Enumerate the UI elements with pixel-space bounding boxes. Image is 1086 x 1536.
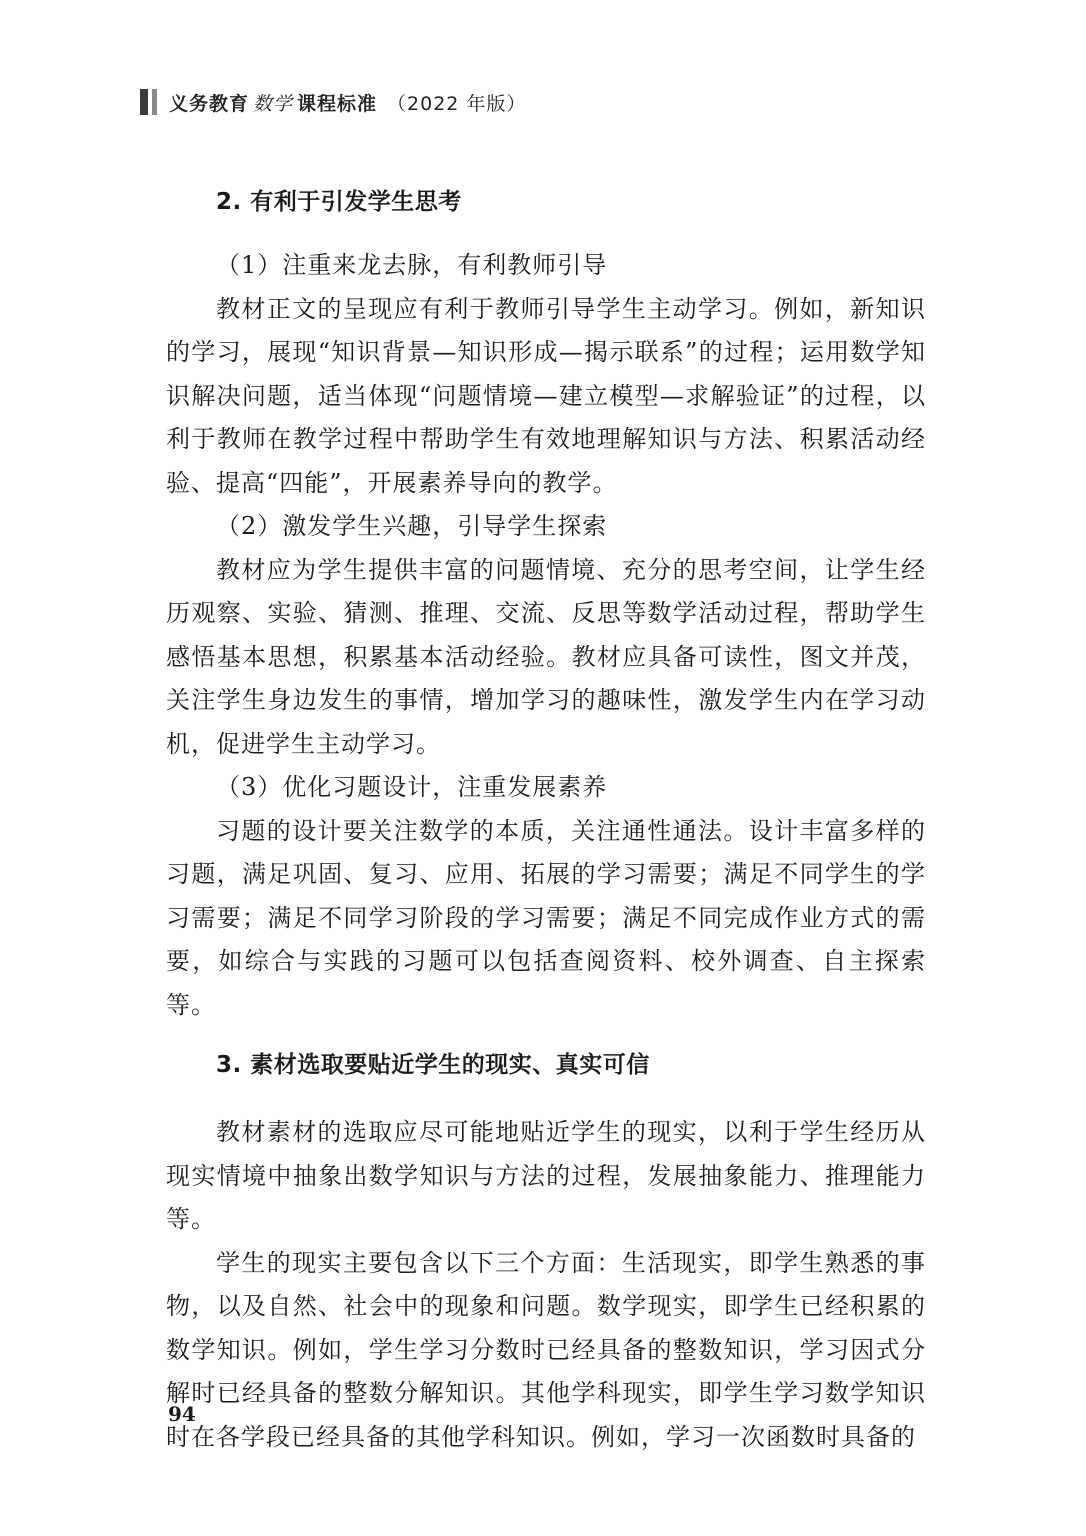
- section-heading-2: 2. 有利于引发学生思考: [216, 189, 462, 215]
- book-title-part1: 义务教育: [169, 92, 250, 115]
- header-mark-light: [152, 89, 157, 115]
- header-bar-marks: [140, 89, 157, 115]
- book-edition: （2022 年版）: [387, 92, 527, 115]
- paragraph-2-2: 教材应为学生提供丰富的问题情境、充分的思考空间，让学生经历观察、实验、猜测、推理、交流、反思等数学活动过程，帮助学生感悟基本思想，积累基本活动经验。教材应具备可读性，图文并茂，关注学生身边发生的事情，增加学习的趣味性，激发学生内在学习动机，促进学生主动学习。: [166, 555, 926, 758]
- paragraph-2-3: 习题的设计要关注数学的本质，关注通性通法。设计丰富多样的习题，满足巩固、复习、应用、拓展的学习需要；满足不同学生的学习需要；满足不同学习阶段的学习需要；满足不同完成作业方式的需要，如综合与实践的习题可以包括查阅资料、校外调查、自主探索等。: [166, 816, 926, 1019]
- running-header: [140, 88, 526, 116]
- paragraph-3-1: 教材素材的选取应尽可能地贴近学生的现实，以利于学生经历从现实情境中抽象出数学知识与方法的过程，发展抽象能力、推理能力等。: [166, 1118, 926, 1233]
- book-title-part2: 课程标准: [297, 92, 378, 115]
- section-heading-3: 3. 素材选取要贴近学生的现实、真实可信: [216, 1052, 650, 1078]
- header-mark-dark: [140, 89, 148, 115]
- paragraph-3-2: 学生的现实主要包含以下三个方面：生活现实，即学生熟悉的事物，以及自然、社会中的现象和问题。数学现实，即学生已经积累的数学知识。例如，学生学习分数时已经具备的整数知识，学习因式分解时已经具备的整数分解知识。其他学科现实，即学生学习数学知识时在各学段已经具备的其他学科知识。例如，学习一次函数时具备的: [166, 1248, 926, 1451]
- book-title: [169, 89, 526, 116]
- subheading-2-3: （3）优化习题设计，注重发展素养: [216, 773, 608, 801]
- page-body: [166, 180, 926, 1459]
- subheading-2-2: （2）激发学生兴趣，引导学生探索: [216, 512, 608, 540]
- subheading-2-1: （1）注重来龙去脉，有利教师引导: [216, 251, 608, 279]
- paragraph-2-1: 教材正文的呈现应有利于教师引导学生主动学习。例如，新知识的学习，展现“知识背景—知识形成—揭示联系”的过程；运用数学知识解决问题，适当体现“问题情境—建立模型—求解验证”的过程，以利于教师在教学过程中帮助学生有效地理解知识与方法、积累活动经验、提高“四能”，开展素养导向的教学。: [166, 294, 926, 497]
- book-title-subject: 数学: [253, 92, 294, 115]
- page-number: 94: [168, 1402, 196, 1426]
